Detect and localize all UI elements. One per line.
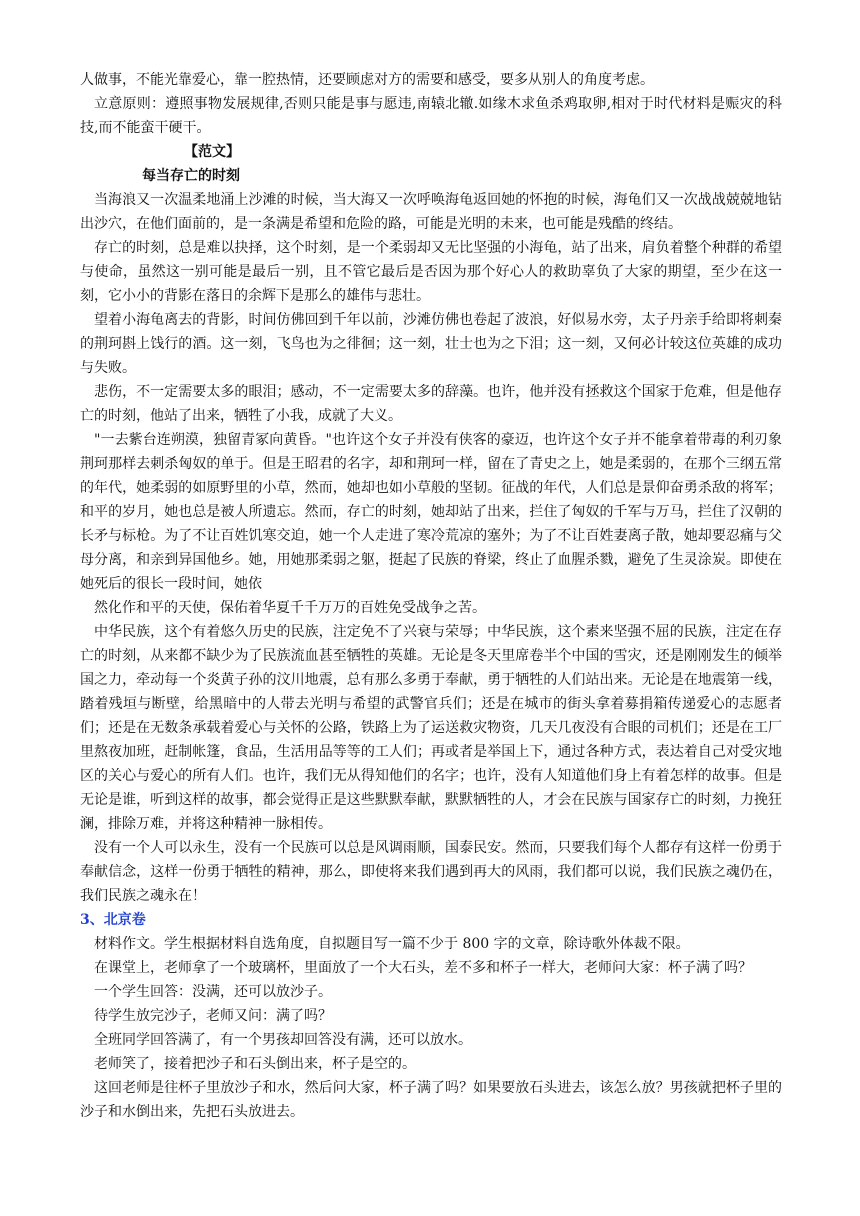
intro-paragraph-1: 人做事，不能光靠爱心，靠一腔热情，还要顾虑对方的需要和感受，要多从别人的角度考虑。	[80, 72, 654, 88]
document-content	[80, 68, 782, 1124]
essay-paragraph-7: 中华民族，这个有着悠久历史的民族，注定免不了兴衰与荣辱；中华民族，这个素来坚强不屈的民族，注定在存亡的时刻，从来都不缺少为了民族流血甚至牺牲的英雄。无论是冬天里席卷半个中国的雪灾，还是刚刚发生的倾举国之力，牵动每一个炎黄子孙的汶川地震，总有那么多勇于奉献，勇于牺牲的人们站出来。无论是在地震第一线，踏着残垣与断壁，给黑暗中的人带去光明与希望的武警官兵们；还是在城市的街头拿着募捐箱传递爱心的志愿者们；还是在无数条承载着爱心与关怀的公路，铁路上为了运送救灾物资，几天几夜没有合眼的司机们；还是在工厂里熬夜加班，赶制帐篷，食品，生活用品等等的工人们；再或者是举国上下，通过各种方式，表达着自己对受灾地区的关心与爱心的所有人们。也许，我们无从得知他们的名字；也许，没有人知道他们身上有着怎样的故事。但是无论是谁，听到这样的故事，都会觉得正是这些默默奉献，默默牺牲的人，才会在民族与国家存亡的时刻，力挽狂澜，排除万难，并将这种精神一脉相传。	[80, 624, 782, 832]
essay-paragraph-4: 悲伤，不一定需要太多的眼泪；感动，不一定需要太多的辞藻。也许，他并没有拯救这个国家于危难，但是他存亡的时刻，他站了出来，牺牲了小我，成就了大义。	[80, 384, 782, 424]
essay-paragraph-5: "一去紫台连朔漠，独留青冢向黄昏。"也许这个女子并没有侠客的豪迈，也许这个女子并不能拿着带毒的利刃象荆珂那样去刺杀匈奴的单于。但是王昭君的名字，却和荆珂一样，留在了青史之上，她是柔弱的，在那个三纲五常的年代，她柔弱的如原野里的小草，然而，她却也如小草般的坚韧。征战的年代，人们总是景仰奋勇杀敌的将军；和平的岁月，她也总是被人所遗忘。然而，存亡的时刻，她却站了出来，拦住了匈奴的千军与万马，拦住了汉朝的长矛与标枪。为了不让百姓饥寒交迫，她一个人走进了寒冷荒凉的塞外；为了不让百姓妻离子散，她却要忍痛与父母分离，和亲到异国他乡。她，用她那柔弱之躯，挺起了民族的脊梁，终止了血腥杀戮，避免了生灵涂炭。即使在她死后的很长一段时间，她依	[80, 432, 782, 592]
section-paragraph-6: 老师笑了，接着把沙子和石头倒出来，杯子是空的。	[94, 1056, 416, 1072]
essay-title: 每当存亡的时刻	[142, 168, 240, 184]
section-paragraph-5: 全班同学回答满了，有一个男孩却回答没有满，还可以放水。	[94, 1032, 472, 1048]
section-paragraph-3: 一个学生回答：没满，还可以放沙子。	[94, 984, 332, 1000]
essay-paragraph-2: 存亡的时刻，总是难以抉择，这个时刻，是一个柔弱却又无比坚强的小海龟，站了出来，肩负着整个种群的希望与使命，虽然这一别可能是最后一别，且不管它最后是否因为那个好心人的救助辜负了大家的期望，至少在这一刻，它小小的背影在落日的余辉下是那么的雄伟与悲壮。	[80, 240, 782, 304]
intro-paragraph-2: 立意原则：遵照事物发展规律,否则只能是事与愿违,南辕北辙.如缘木求鱼杀鸡取卵,相对于时代材料是赈灾的科技,而不能蛮干硬干。	[80, 96, 782, 136]
section-paragraph-2: 在课堂上，老师拿了一个玻璃杯，里面放了一个大石头，差不多和杯子一样大，老师问大家：杯子满了吗？	[94, 960, 752, 976]
section-heading: 3、北京卷	[80, 912, 146, 928]
section-paragraph-7: 这回老师是往杯子里放沙子和水，然后问大家，杯子满了吗？如果要放石头进去，该怎么放？男孩就把杯子里的沙子和水倒出来，先把石头放进去。	[80, 1080, 782, 1120]
essay-paragraph-6: 然化作和平的天使，保佑着华夏千千万万的百姓免受战争之苦。	[94, 600, 486, 616]
essay-paragraph-3: 望着小海龟离去的背影，时间仿佛回到千年以前，沙滩仿佛也卷起了波浪，好似易水旁，太子丹亲手给即将刺秦的荆珂斟上饯行的酒。这一刻，飞鸟也为之徘徊；这一刻，壮士也为之下泪；这一刻，又何必计较这位英雄的成功与失败。	[80, 312, 782, 376]
section-paragraph-4: 待学生放完沙子，老师又问：满了吗？	[94, 1008, 332, 1024]
essay-paragraph-8: 没有一个人可以永生，没有一个民族可以总是风调雨顺，国泰民安。然而，只要我们每个人都存有这样一份勇于奉献信念，这样一份勇于牺牲的精神，那么，即使将来我们遇到再大的风雨，我们都可以说，我们民族之魂仍在，我们民族之魂永在！	[80, 840, 782, 904]
essay-paragraph-1: 当海浪又一次温柔地涌上沙滩的时候，当大海又一次呼唤海龟返回她的怀抱的时候，海龟们又一次战战兢兢地钻出沙穴，在他们面前的，是一条满是希望和危险的路，可能是光明的未来，也可能是残酷的终结。	[80, 192, 782, 232]
model-essay-label: 【范文】	[184, 144, 240, 160]
section-paragraph-1: 材料作文。学生根据材料自选角度，自拟题目写一篇不少于 800 字的文章，除诗歌外体裁不限。	[94, 936, 690, 952]
